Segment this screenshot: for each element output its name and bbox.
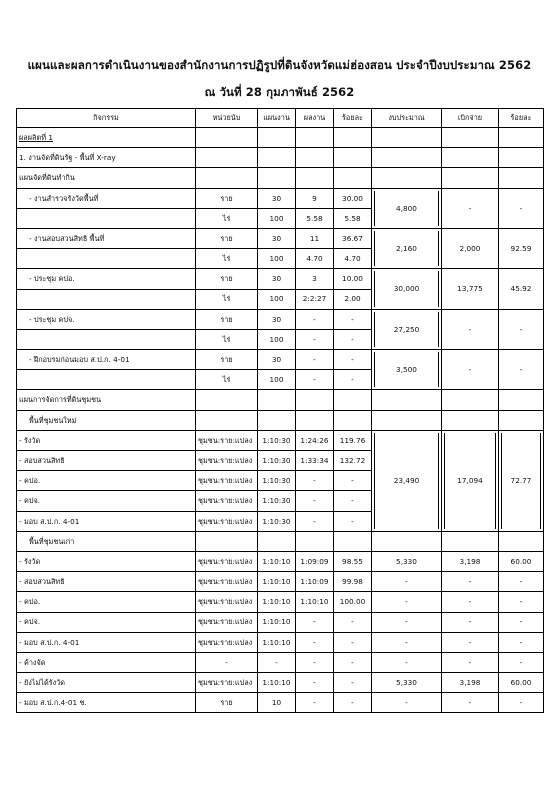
unit-cell: ราย	[196, 188, 258, 208]
budget-cell	[372, 350, 442, 390]
percent-cell: -	[334, 309, 372, 329]
disbursed-percent-cell: 45.92	[499, 269, 544, 309]
table-row	[17, 168, 544, 188]
activity-cell	[17, 208, 196, 228]
activity-cell: - คปจ.	[17, 612, 196, 632]
disbursed-percent-cell: 60.00	[499, 551, 544, 571]
unit-cell: ชุมชน:ราย:แปลง	[196, 572, 258, 592]
unit-cell: ราย	[196, 693, 258, 713]
activity-cell	[17, 329, 196, 349]
disbursed-cell: 3,198	[442, 551, 499, 571]
percent-cell: 30.00	[334, 188, 372, 208]
table-row	[17, 350, 544, 370]
budget-value: 30,000	[393, 284, 420, 294]
header-percent: ร้อยละ	[334, 109, 372, 128]
budget-value: 27,250	[393, 324, 420, 334]
table-row	[17, 269, 544, 289]
plan-cell: 100	[258, 289, 296, 309]
unit-cell: ชุมชน:ราย:แปลง	[196, 471, 258, 491]
result-cell: -	[296, 329, 334, 349]
percent-cell: 5.58	[334, 208, 372, 228]
disbursed-percent-cell: -	[499, 572, 544, 592]
disbursed-cell: 3,198	[442, 673, 499, 693]
activity-cell: - คปอ.	[17, 592, 196, 612]
plan-cell: 1:10:30	[258, 451, 296, 471]
result-cell: 3	[296, 269, 334, 289]
unit-cell: ชุมชน:ราย:แปลง	[196, 491, 258, 511]
result-cell: 1:33:34	[296, 451, 334, 471]
result-cell: 5.58	[296, 208, 334, 228]
unit-cell: ชุมชน:ราย:แปลง	[196, 632, 258, 652]
header-disbursed: เบิกจ่าย	[442, 109, 499, 128]
activity-cell: - มอบ ส.ป.ก. 4-01	[17, 511, 196, 531]
budget-cell: -	[372, 592, 442, 612]
result-cell: 1:09:09	[296, 551, 334, 571]
disbursed-cell: -	[442, 693, 499, 713]
table-row	[17, 228, 544, 248]
disbursed-cell: -	[442, 632, 499, 652]
disbursed-percent-cell: 92.59	[499, 228, 544, 268]
unit-cell: ชุมชน:ราย:แปลง	[196, 451, 258, 471]
disbursed-percent-cell: -	[499, 693, 544, 713]
disbursed-cell: -	[442, 188, 499, 228]
plan-cell: 1:10:10	[258, 673, 296, 693]
table-row	[17, 309, 544, 329]
disbursed-percent-cell: -	[499, 612, 544, 632]
activity-cell: - งานสอบสวนสิทธิ พื้นที่	[17, 228, 196, 248]
table-row	[17, 430, 544, 450]
result-cell: 1:10:09	[296, 572, 334, 592]
header-unit: หน่วยนับ	[196, 109, 258, 128]
disbursed-percent-cell: -	[499, 188, 544, 228]
plan-cell: 1:10:30	[258, 471, 296, 491]
plan-cell: 30	[258, 228, 296, 248]
plan-cell: 1:10:10	[258, 551, 296, 571]
activity-cell	[17, 370, 196, 390]
table-row	[17, 632, 544, 652]
activity-cell: - งานสำรวจรังวัดพื้นที่	[17, 188, 196, 208]
table-row	[17, 572, 544, 592]
disbursed-cell	[442, 430, 499, 531]
result-cell: -	[296, 471, 334, 491]
header-plan: แผนงาน	[258, 109, 296, 128]
plan-cell: 100	[258, 370, 296, 390]
percent-cell: 2.00	[334, 289, 372, 309]
disbursed-cell: -	[442, 612, 499, 632]
activity-cell: - ประชุม คปอ.	[17, 269, 196, 289]
percent-cell: -	[334, 370, 372, 390]
disbursed-percent-cell: -	[499, 592, 544, 612]
result-cell: 1:24:26	[296, 430, 334, 450]
unit-cell: ราย	[196, 269, 258, 289]
result-cell: -	[296, 652, 334, 672]
table-header-row	[17, 109, 544, 128]
activity-cell: - สอบสวนสิทธิ	[17, 451, 196, 471]
unit-cell: ราย	[196, 228, 258, 248]
result-cell: 1:10:10	[296, 592, 334, 612]
percent-cell: -	[334, 350, 372, 370]
budget-cell	[372, 188, 442, 228]
disbursed-cell: -	[442, 350, 499, 390]
header-activity: กิจกรรม	[17, 109, 196, 128]
result-cell: -	[296, 491, 334, 511]
percent-cell: 36.67	[334, 228, 372, 248]
budget-cell	[372, 269, 442, 309]
result-cell: 11	[296, 228, 334, 248]
disbursed-percent-cell: -	[499, 652, 544, 672]
activity-cell: - คปจ.	[17, 491, 196, 511]
unit-cell: ไร่	[196, 329, 258, 349]
plan-cell: 10	[258, 693, 296, 713]
result-cell: -	[296, 350, 334, 370]
plan-cell: 1:10:10	[258, 632, 296, 652]
unit-cell: -	[196, 652, 258, 672]
section-label: 1. งานจัดที่ดินรัฐ - พื้นที่ X-ray	[17, 148, 196, 168]
percent-cell: -	[334, 673, 372, 693]
percent-cell: -	[334, 329, 372, 349]
activity-cell: - ประชุม คปจ.	[17, 309, 196, 329]
percent-cell: 98.55	[334, 551, 372, 571]
percent-cell: 119.76	[334, 430, 372, 450]
table-row	[17, 592, 544, 612]
activity-cell: - มอบ ส.ป.ก.4-01 ช.	[17, 693, 196, 713]
activity-cell: - รังวัด	[17, 430, 196, 450]
table-row	[17, 612, 544, 632]
activity-cell: - คปอ.	[17, 471, 196, 491]
percent-cell: -	[334, 693, 372, 713]
budget-cell	[372, 430, 442, 531]
result-cell: 2:2:27	[296, 289, 334, 309]
disbursed-percent-cell: 60.00	[499, 673, 544, 693]
disbursed-cell: -	[442, 309, 499, 349]
disbursed-percent-cell	[499, 430, 544, 531]
plan-cell: 1:10:10	[258, 612, 296, 632]
activity-cell: - รังวัด	[17, 551, 196, 571]
percent-cell: -	[334, 491, 372, 511]
plan-cell: 1:10:10	[258, 572, 296, 592]
table-row	[17, 551, 544, 571]
unit-cell: ชุมชน:ราย:แปลง	[196, 430, 258, 450]
unit-cell: ไร่	[196, 249, 258, 269]
budget-cell: -	[372, 652, 442, 672]
area-label: พื้นที่ชุมชนใหม่	[17, 410, 196, 430]
plan-cell: 1:10:10	[258, 592, 296, 612]
activity-cell: - ฝึกอบรมก่อนมอบ ส.ป.ก. 4-01	[17, 350, 196, 370]
unit-cell: ชุมชน:ราย:แปลง	[196, 673, 258, 693]
budget-value: 4,800	[396, 203, 417, 213]
budget-cell: -	[372, 693, 442, 713]
result-cell: -	[296, 693, 334, 713]
table-row	[17, 128, 544, 148]
percent-cell: 10.00	[334, 269, 372, 289]
budget-cell: -	[372, 572, 442, 592]
unit-cell: ชุมชน:ราย:แปลง	[196, 511, 258, 531]
table-row	[17, 693, 544, 713]
budget-cell	[372, 228, 442, 268]
result-cell: -	[296, 673, 334, 693]
unit-cell: ราย	[196, 309, 258, 329]
output-label: ผลผลิตที่ 1	[17, 128, 196, 148]
result-cell: 9	[296, 188, 334, 208]
budget-cell: 5,330	[372, 551, 442, 571]
budget-value: 2,160	[396, 243, 417, 253]
unit-cell: ราย	[196, 350, 258, 370]
budget-cell: -	[372, 632, 442, 652]
percent-cell: -	[334, 632, 372, 652]
result-cell: -	[296, 370, 334, 390]
percent-cell: -	[334, 612, 372, 632]
result-cell: -	[296, 632, 334, 652]
activity-cell: - สอบสวนสิทธิ	[17, 572, 196, 592]
activity-cell: - มอบ ส.ป.ก. 4-01	[17, 632, 196, 652]
table-row	[17, 673, 544, 693]
plan-cell: 30	[258, 309, 296, 329]
budget-cell: 5,330	[372, 673, 442, 693]
percent-cell: 132.72	[334, 451, 372, 471]
plan-cell: 1:10:30	[258, 430, 296, 450]
budget-value: 3,500	[396, 365, 417, 375]
table-row	[17, 652, 544, 672]
activity-cell	[17, 249, 196, 269]
result-cell: -	[296, 612, 334, 632]
unit-cell: ชุมชน:ราย:แปลง	[196, 551, 258, 571]
plan-cell: 30	[258, 188, 296, 208]
plan-cell: 30	[258, 269, 296, 289]
disbursed-cell: -	[442, 652, 499, 672]
activity-cell: - ยังไม่ได้รังวัด	[17, 673, 196, 693]
plan-cell: 100	[258, 249, 296, 269]
disbursed-cell: -	[442, 572, 499, 592]
header-budget: งบประมาณ	[372, 109, 442, 128]
budget-cell	[372, 309, 442, 349]
result-cell: -	[296, 511, 334, 531]
percent-cell: -	[334, 471, 372, 491]
percent-cell: -	[334, 652, 372, 672]
unit-cell: ไร่	[196, 208, 258, 228]
budget-cell: -	[372, 612, 442, 632]
table-row	[17, 390, 544, 410]
disbursed-percent-value: 72.77	[510, 476, 532, 486]
disbursed-cell: -	[442, 592, 499, 612]
document-title: แผนและผลการดำเนินงานของสำนักงานการปฏิรูปที่ดินจังหวัดแม่ฮ่องสอน ประจำปีงบประมาณ 2562	[27, 58, 532, 72]
result-cell: 4.70	[296, 249, 334, 269]
header-disbursed-percent: ร้อยละ	[499, 109, 544, 128]
performance-table	[16, 108, 544, 713]
unit-cell: ชุมชน:ราย:แปลง	[196, 612, 258, 632]
disbursed-percent-cell: -	[499, 350, 544, 390]
percent-cell: 4.70	[334, 249, 372, 269]
header-result: ผลงาน	[296, 109, 334, 128]
table-row	[17, 410, 544, 430]
activity-cell: - ค้างจัด	[17, 652, 196, 672]
percent-cell: 100.00	[334, 592, 372, 612]
unit-cell: ไร่	[196, 289, 258, 309]
percent-cell: 99.98	[334, 572, 372, 592]
table-row	[17, 148, 544, 168]
plan-cell: 1:10:30	[258, 511, 296, 531]
plan-cell: -	[258, 652, 296, 672]
plan-cell: 1:10:30	[258, 491, 296, 511]
budget-value: 23,490	[393, 476, 420, 486]
plan-cell: 100	[258, 329, 296, 349]
plan-label: แผนการจัดการที่ดินชุมชน	[17, 390, 196, 410]
plan-cell: 30	[258, 350, 296, 370]
disbursed-cell: 2,000	[442, 228, 499, 268]
activity-cell	[17, 289, 196, 309]
result-cell: -	[296, 309, 334, 329]
percent-cell: -	[334, 511, 372, 531]
table-row	[17, 188, 544, 208]
unit-cell: ไร่	[196, 370, 258, 390]
table-row	[17, 531, 544, 551]
disbursed-cell: 13,775	[442, 269, 499, 309]
plan-cell: 100	[258, 208, 296, 228]
plan-label: แผนจัดที่ดินทำกิน	[17, 168, 196, 188]
disbursed-value: 17,094	[457, 476, 483, 486]
document-date: ณ วันที่ 28 กุมภาพันธ์ 2562	[204, 85, 355, 99]
unit-cell: ชุมชน:ราย:แปลง	[196, 592, 258, 612]
area-label: พื้นที่ชุมชนเก่า	[17, 531, 196, 551]
disbursed-percent-cell: -	[499, 632, 544, 652]
disbursed-percent-cell: -	[499, 309, 544, 349]
